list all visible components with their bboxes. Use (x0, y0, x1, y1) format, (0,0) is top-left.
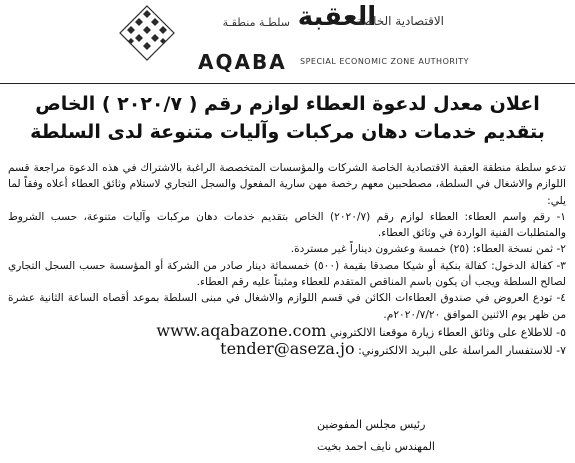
announcement-title (0, 90, 575, 146)
logo-arabic-small: سلطـة منطقـة (222, 16, 290, 29)
announcement-body (8, 160, 566, 360)
title-line-1: اعلان معدل لدعوة العطاء لوازم رقم ( ٢٠٢٠/٧ ) الخاص (35, 93, 540, 115)
item-submission-deadline: ٤- تودع العروض في صندوق العطاءات الكائن في قسم اللوازم والاشغال في مبنى السلطة بموعد أقصاه الساعة الثانية عشرة من ظهر يوم الاثنين الموافق ٢٠٢٠/٧/٢٠م. (8, 292, 566, 321)
aqaba-emblem-icon (118, 4, 176, 62)
email-link[interactable]: tender@aseza.jo (220, 339, 355, 359)
logo-arabic-subtitle: الاقتصادية الخاصة (356, 14, 444, 28)
item-entry-guarantee: ٣- كفالة الدخول: كفالة بنكية أو شيكا مصدقا بقيمة (٥٠٠) خمسمائة دينار صادر من الشركة أو المؤسسة حسب السجل التجاري لصالح السلطة ويجب أن يكون باسم المناقص المتقدم للعطاء ومثبتاً عليه رقم العطاء. (8, 259, 566, 289)
logo-english-subtitle: SPECIAL ECONOMIC ZONE AUTHORITY (300, 57, 470, 66)
intro-paragraph: تدعو سلطة منطقة العقبة الاقتصادية الخاصة الشركات والمؤسسات المتخصصة الراغبة بالاشتراك في هذه الدعوة مراجعة قسم اللوازم والاشغال في السلطة، مصطحبين معهم رخصة مهن سارية المفعول والسجل التجاري لاستلام وثائق العطاء أعلاه وفقاً لما يلي: (8, 162, 566, 207)
signature-name: المهندس نايف احمد بخيت (317, 440, 435, 453)
logo-english: AQABA (198, 50, 287, 74)
signature-block (317, 414, 567, 458)
item-tender-number: ١- رقم واسم العطاء: العطاء لوازم رقم (٢٠٢٠/٧) الخاص بتقديم خدمات دهان مركبات وآليات متنوعة، حسب الشروط والمتطلبات الفنية الواردة في وثائق العطاء. (8, 210, 566, 240)
title-line-2: بتقديم خدمات دهان مركبات وآليات متنوعة لدى السلطة (30, 121, 545, 143)
header (0, 0, 575, 84)
website-link[interactable]: www.aqabazone.com (156, 320, 327, 340)
item-email (8, 341, 566, 359)
item-copy-price: ٢- ثمن نسخة العطاء: (٢٥) خمسة وعشرون ديناراً غير مستردة. (290, 243, 566, 256)
logo-arabic-main: العقبة (297, 2, 377, 32)
signature-role: رئيس مجلس المفوضين (317, 418, 426, 431)
email-label: ٧- للاستفسار المراسلة على البريد الالكتروني: (358, 344, 566, 358)
header-divider (0, 83, 575, 84)
website-label: ٥- للاطلاع على وثائق العطاء زيارة موقعنا الالكتروني (329, 325, 566, 339)
